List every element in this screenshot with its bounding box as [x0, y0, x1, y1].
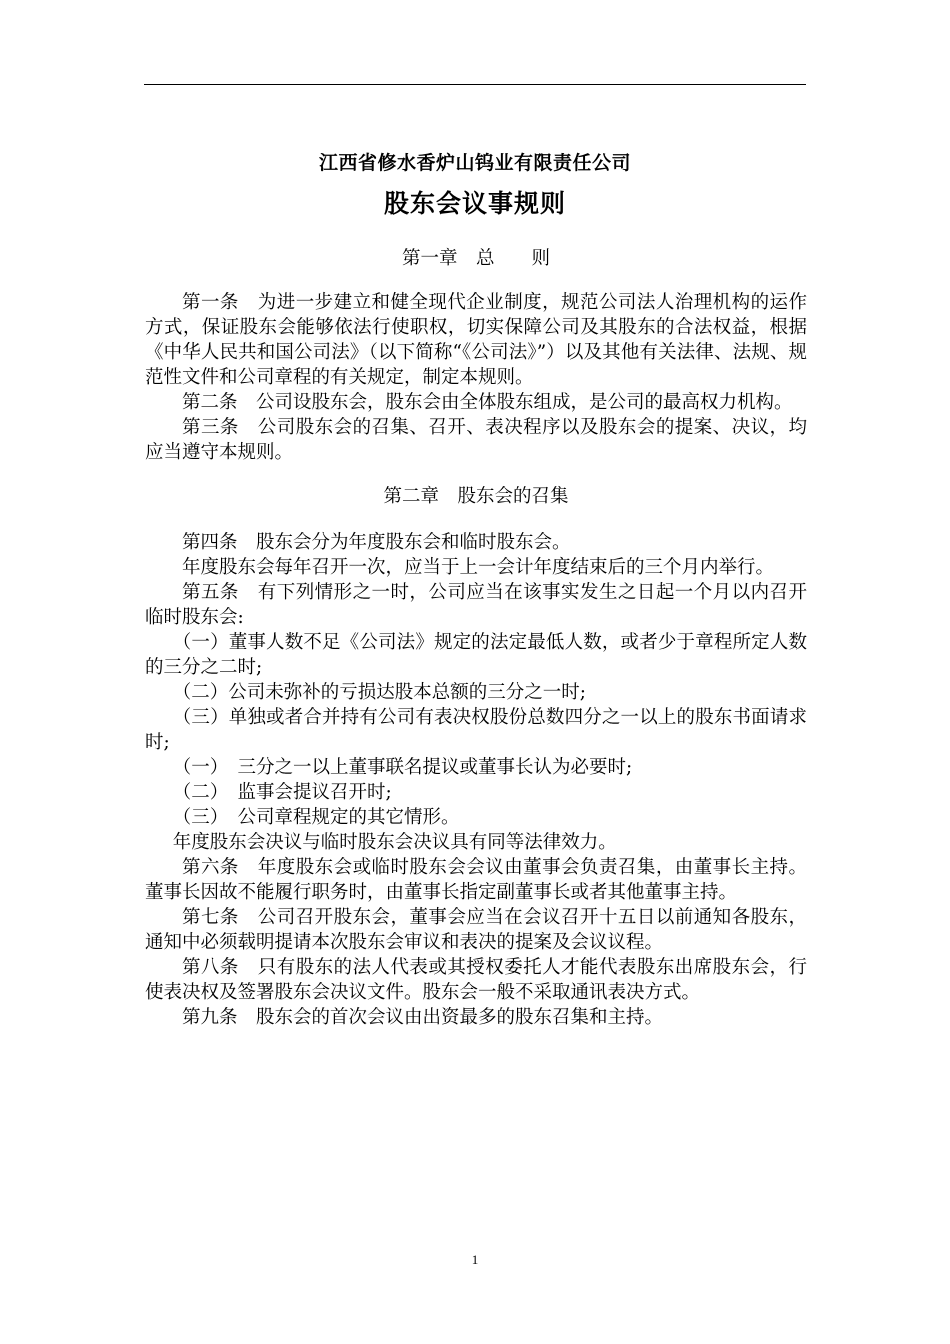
header-rule	[144, 84, 806, 85]
article-8: 第八条 只有股东的法人代表或其授权委托人才能代表股东出席股东会，行使表决权及签署股东会决议文件。股东会一般不采取通讯表决方式。	[145, 957, 807, 1003]
chapter-2-heading: 第二章 股东会的召集	[383, 486, 569, 507]
article-5-tail: 年度股东会决议与临时股东会决议具有同等法律效力。	[172, 832, 617, 853]
article-5-item-3: （三）单独或者合并持有公司有表决权股份总数四分之一以上的股东书面请求时;	[145, 707, 807, 753]
article-1: 第一条 为进一步建立和健全现代企业制度，规范公司法人治理机构的运作方式，保证股东会能够依法行使职权，切实保障公司及其股东的合法权益，根据《中华人民共和国公司法》（以下简称“《公司法》”）以及其他有关法律、法规、规范性文件和公司章程的有关规定，制定本规则。	[145, 292, 807, 388]
article-5-subitem-3: （三） 公司章程规定的其它情形。	[172, 807, 460, 828]
article-5-subitem-2: （二） 监事会提议召开时;	[172, 782, 392, 803]
article-4-annual-meeting: 年度股东会每年召开一次，应当于上一会计年度结束后的三个月内举行。	[182, 557, 775, 578]
article-3: 第三条 公司股东会的召集、召开、表决程序以及股东会的提案、决议，均应当遵守本规则。	[145, 417, 807, 463]
article-5-subitem-1: （一） 三分之一以上董事联名提议或董事长认为必要时;	[172, 757, 633, 778]
company-name: 江西省修水香炉山钨业有限责任公司	[318, 152, 631, 174]
article-6: 第六条 年度股东会或临时股东会会议由董事会负责召集，由董事长主持。董事长因故不能履行职务时，由董事长指定副董事长或者其他董事主持。	[145, 857, 807, 903]
chapter-1-heading: 第一章 总 则	[401, 248, 550, 269]
document-title: 股东会议事规则	[383, 189, 566, 218]
article-9: 第九条 股东会的首次会议由出资最多的股东召集和主持。	[182, 1007, 664, 1028]
page-number: 1	[471, 1252, 479, 1267]
article-5-item-1: （一）董事人数不足《公司法》规定的法定最低人数，或者少于章程所定人数的三分之二时;	[145, 632, 807, 678]
document-body	[145, 246, 807, 1030]
article-2: 第二条 公司设股东会，股东会由全体股东组成，是公司的最高权力机构。	[182, 392, 793, 413]
article-4: 第四条 股东会分为年度股东会和临时股东会。	[182, 532, 571, 553]
article-5-item-2: （二）公司未弥补的亏损达股本总额的三分之一时;	[172, 682, 586, 703]
article-5: 第五条 有下列情形之一时，公司应当在该事实发生之日起一个月以内召开临时股东会:	[145, 582, 807, 628]
article-7: 第七条 公司召开股东会，董事会应当在会议召开十五日以前通知各股东，通知中必须载明提请本次股东会审议和表决的提案及会议议程。	[145, 907, 807, 953]
